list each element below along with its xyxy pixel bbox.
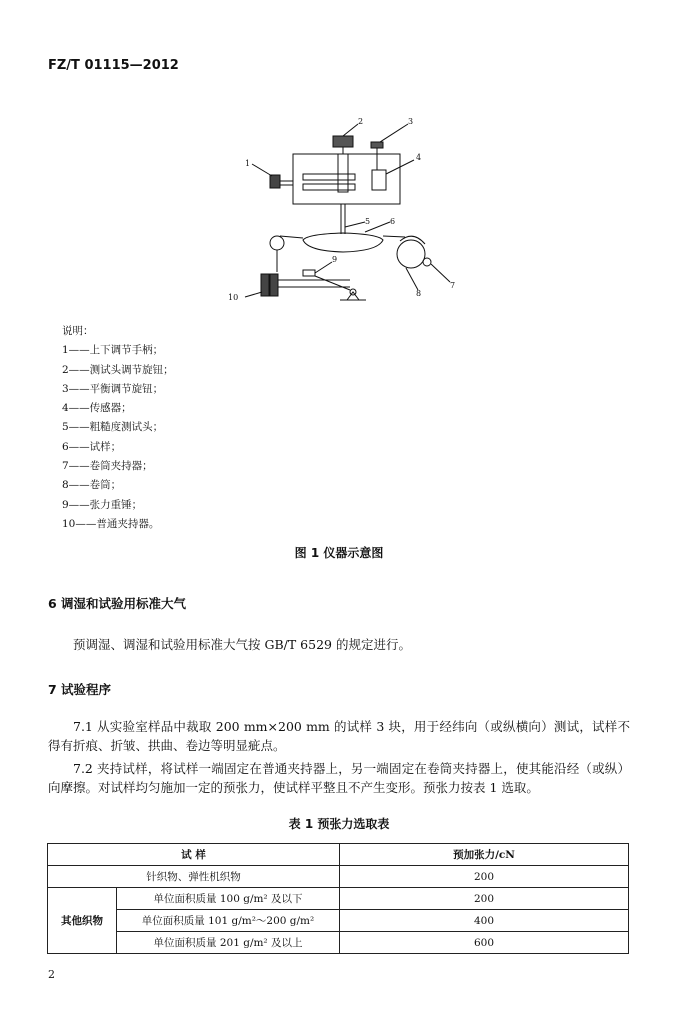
table-cell-sample: 单位面积质量 201 g/m² 及以上 bbox=[117, 932, 340, 954]
section-6-heading: 6 调湿和试验用标准大气 bbox=[48, 596, 187, 611]
section-7-2-text: 7.2 夹持试样，将试样一端固定在普通夹持器上，另一端固定在卷筒夹持器上，使其能沿经（或纵）向摩擦。对试样均匀施加一定的预张力，使试样平整且不产生变形。预张力按表 1 选取。 bbox=[48, 761, 630, 795]
legend-title: 说明： bbox=[62, 325, 94, 337]
pretension-table bbox=[47, 843, 629, 954]
table-row bbox=[48, 932, 629, 954]
drum bbox=[397, 240, 425, 268]
common-clamp bbox=[261, 274, 269, 296]
table-row bbox=[48, 910, 629, 932]
figure-label-3: 3 bbox=[408, 117, 414, 126]
legend-item: 7——卷筒夹持器； bbox=[62, 460, 153, 473]
table-cell-tension: 600 bbox=[340, 932, 629, 954]
instrument-diagram bbox=[200, 112, 460, 312]
housing bbox=[293, 154, 400, 204]
table-cell-tension: 400 bbox=[340, 910, 629, 932]
figure-legend bbox=[62, 322, 174, 534]
legend-item: 10——普通夹持器。 bbox=[62, 517, 160, 530]
tension-weight bbox=[303, 270, 315, 276]
document-code: FZ/T 01115—2012 bbox=[48, 58, 179, 73]
test-head-knob bbox=[333, 136, 353, 147]
legend-item: 6——试样； bbox=[62, 440, 122, 453]
section-7-heading: 7 试验程序 bbox=[48, 682, 112, 697]
table-cell-group: 其他织物 bbox=[48, 888, 117, 954]
page-number: 2 bbox=[48, 968, 55, 981]
figure-caption: 图 1 仪器示意图 bbox=[294, 546, 384, 560]
table-row bbox=[48, 888, 629, 910]
figure-label-4: 4 bbox=[416, 153, 422, 162]
figure-label-10: 10 bbox=[228, 293, 239, 302]
table-caption: 表 1 预张力选取表 bbox=[288, 817, 390, 831]
table-header-tension: 预加张力/cN bbox=[340, 844, 629, 866]
legend-item: 4——传感器； bbox=[62, 402, 132, 415]
table-cell-sample: 针织物、弹性机织物 bbox=[48, 866, 340, 888]
figure-label-5: 5 bbox=[365, 217, 371, 226]
figure-label-2: 2 bbox=[358, 117, 364, 126]
table-header-row bbox=[48, 844, 629, 866]
section-6-text: 预调湿、调湿和试验用标准大气按 GB/T 6529 的规定进行。 bbox=[73, 637, 411, 652]
legend-item: 9——张力重锤； bbox=[62, 498, 143, 511]
figure-label-1: 1 bbox=[245, 159, 251, 168]
sample-bed bbox=[303, 233, 383, 252]
legend-item: 2——测试头调节旋钮； bbox=[62, 363, 174, 376]
legend-item: 5——粗糙度测试头； bbox=[62, 421, 164, 434]
legend-item: 3——平衡调节旋钮； bbox=[62, 382, 164, 395]
drum-clamp bbox=[423, 258, 431, 266]
figure-label-7: 7 bbox=[450, 281, 456, 290]
figure-label-6: 6 bbox=[390, 217, 396, 226]
section-7-1-text: 7.1 从实验室样品中裁取 200 mm×200 mm 的试样 3 块，用于经纬向（或纵横向）测试，试样不得有折痕、折皱、拱曲、卷边等明显疵点。 bbox=[48, 719, 630, 753]
table-cell-sample: 单位面积质量 101 g/m²～200 g/m² bbox=[117, 910, 340, 932]
figure-label-9: 9 bbox=[332, 255, 338, 264]
table-row bbox=[48, 866, 629, 888]
balance-knob bbox=[371, 142, 383, 148]
adjust-handle bbox=[270, 175, 280, 188]
legend-item: 8——卷筒； bbox=[62, 479, 122, 492]
legend-item: 1——上下调节手柄； bbox=[62, 344, 164, 357]
table-cell-tension: 200 bbox=[340, 866, 629, 888]
table-header-sample: 试 样 bbox=[48, 844, 340, 866]
table-cell-tension: 200 bbox=[340, 888, 629, 910]
figure-label-8: 8 bbox=[416, 289, 422, 298]
sensor bbox=[372, 170, 386, 190]
table-cell-sample: 单位面积质量 100 g/m² 及以下 bbox=[117, 888, 340, 910]
